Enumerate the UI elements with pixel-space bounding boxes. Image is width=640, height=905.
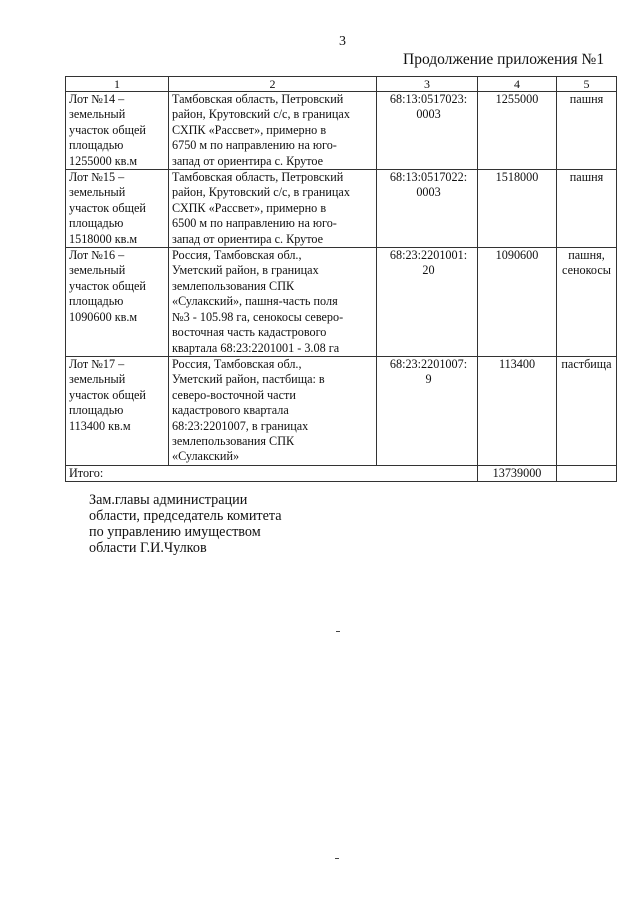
location-cell (169, 356, 377, 465)
land-use-cell (557, 356, 617, 465)
cell-line: участок общей (69, 122, 146, 137)
lot-description-cell (66, 170, 169, 248)
cell-line: 0003 (416, 107, 441, 122)
table-row (66, 170, 617, 248)
cell-line: Россия, Тамбовская обл., (172, 356, 302, 371)
total-label: Итого: (66, 465, 169, 481)
scan-mark (336, 631, 340, 632)
cell-line: 68:23:2201007, в границах (172, 418, 309, 433)
cadastral-number-cell (377, 170, 478, 248)
cell-line: 113400 кв.м (69, 418, 131, 433)
cell-line: землепользования СПК (172, 433, 295, 448)
location-cell (169, 248, 377, 357)
cell-line: землепользования СПК (172, 278, 295, 293)
cell-line: «Сулакский» (172, 449, 240, 464)
cell-line: участок общей (69, 387, 146, 402)
continuation-heading: Продолжение приложения №1 (403, 51, 605, 68)
column-number: 4 (478, 77, 557, 92)
column-number-row (66, 77, 617, 92)
cell-line: участок общей (69, 200, 146, 215)
cell-line: северо-восточной части (172, 387, 296, 402)
cell-line: участок общей (69, 278, 146, 293)
cell-line: пастбища (561, 356, 612, 371)
cell-line: 68:23:2201001: (389, 248, 468, 263)
table-row (66, 248, 617, 357)
cadastral-number-cell (377, 248, 478, 357)
lot-description-cell (66, 248, 169, 357)
lot-description-cell (66, 356, 169, 465)
table-row (66, 356, 617, 465)
cell-line: Уметский район, пастбища: в (172, 372, 325, 387)
column-number: 5 (557, 77, 617, 92)
signature-line: области, председатель комитета (89, 508, 282, 524)
total-value: 13739000 (478, 465, 557, 481)
cell-line: площадью (69, 294, 124, 309)
land-use-cell (557, 92, 617, 170)
area-cell: 1090600 (478, 248, 557, 357)
cell-line: 1255000 кв.м (69, 153, 138, 168)
cell-line: земельный (69, 372, 126, 387)
scan-mark (335, 858, 339, 859)
cell-line: №3 - 105.98 га, сенокосы северо- (172, 309, 344, 324)
cell-line: площадью (69, 138, 124, 153)
cell-line: Тамбовская область, Петровский (172, 170, 344, 185)
cell-line: земельный (69, 107, 126, 122)
cell-line: 9 (425, 372, 432, 387)
table-row (66, 92, 617, 170)
location-cell (169, 170, 377, 248)
cell-line: 6750 м по направлению на юго- (172, 138, 337, 153)
cell-line: СХПК «Рассвет», примерно в (172, 122, 327, 137)
cell-line: земельный (69, 263, 126, 278)
cell-line: 68:13:0517022: (389, 170, 468, 185)
empty-cell (377, 465, 478, 481)
column-number: 2 (169, 77, 377, 92)
cell-line: район, Крутовский с/с, в границах (172, 107, 350, 122)
cell-line: 68:23:2201007: (389, 356, 468, 371)
cell-line: пашня, (568, 248, 605, 263)
cell-line: запад от ориентира с. Крутое (172, 231, 324, 246)
signature-line: области Г.И.Чулков (89, 540, 207, 556)
land-use-cell (557, 248, 617, 357)
signature-line: по управлению имуществом (89, 524, 261, 540)
signature-line: Зам.главы администрации (89, 492, 248, 508)
cell-line: СХПК «Рассвет», примерно в (172, 200, 327, 215)
cadastral-number-cell (377, 356, 478, 465)
lot-description-cell (66, 92, 169, 170)
cell-line: 68:13:0517023: (389, 92, 468, 106)
cell-line: квартала 68:23:2201001 - 3.08 га (172, 340, 340, 355)
cell-line: восточная часть кадастрового (172, 325, 327, 340)
cell-line: Лот №15 – (69, 170, 125, 185)
cell-line: площадью (69, 216, 124, 231)
cell-line: земельный (69, 185, 126, 200)
land-use-cell (557, 170, 617, 248)
cell-line: 1090600 кв.м (69, 309, 138, 324)
cell-line: 6500 м по направлению на юго- (172, 216, 337, 231)
cell-line: пашня (569, 170, 604, 185)
land-lots-table (65, 76, 617, 482)
column-number: 1 (66, 77, 169, 92)
cell-line: кадастрового квартала (172, 403, 289, 418)
page-number: 3 (339, 34, 346, 49)
cell-line: площадью (69, 403, 124, 418)
cell-line: Уметский район, в границах (172, 263, 319, 278)
cell-line: Лот №17 – (69, 356, 125, 371)
cell-line: «Сулакский», пашня-часть поля (172, 294, 338, 309)
cell-line: Россия, Тамбовская обл., (172, 248, 302, 263)
signature-block (89, 492, 282, 556)
cell-line: 20 (422, 263, 435, 278)
cell-line: Лот №16 – (69, 248, 125, 263)
empty-cell (557, 465, 617, 481)
cell-line: Тамбовская область, Петровский (172, 92, 344, 106)
cell-line: 0003 (416, 185, 441, 200)
cell-line: пашня (569, 92, 604, 106)
cell-line: сенокосы (562, 263, 611, 278)
cell-line: запад от ориентира с. Крутое (172, 153, 324, 168)
cadastral-number-cell (377, 92, 478, 170)
area-cell: 113400 (478, 356, 557, 465)
cell-line: район, Крутовский с/с, в границах (172, 185, 350, 200)
cell-line: 1518000 кв.м (69, 231, 138, 246)
empty-cell (169, 465, 377, 481)
location-cell (169, 92, 377, 170)
total-row (66, 465, 617, 481)
area-cell: 1518000 (478, 170, 557, 248)
cell-line: Лот №14 – (69, 92, 125, 106)
area-cell: 1255000 (478, 92, 557, 170)
column-number: 3 (377, 77, 478, 92)
